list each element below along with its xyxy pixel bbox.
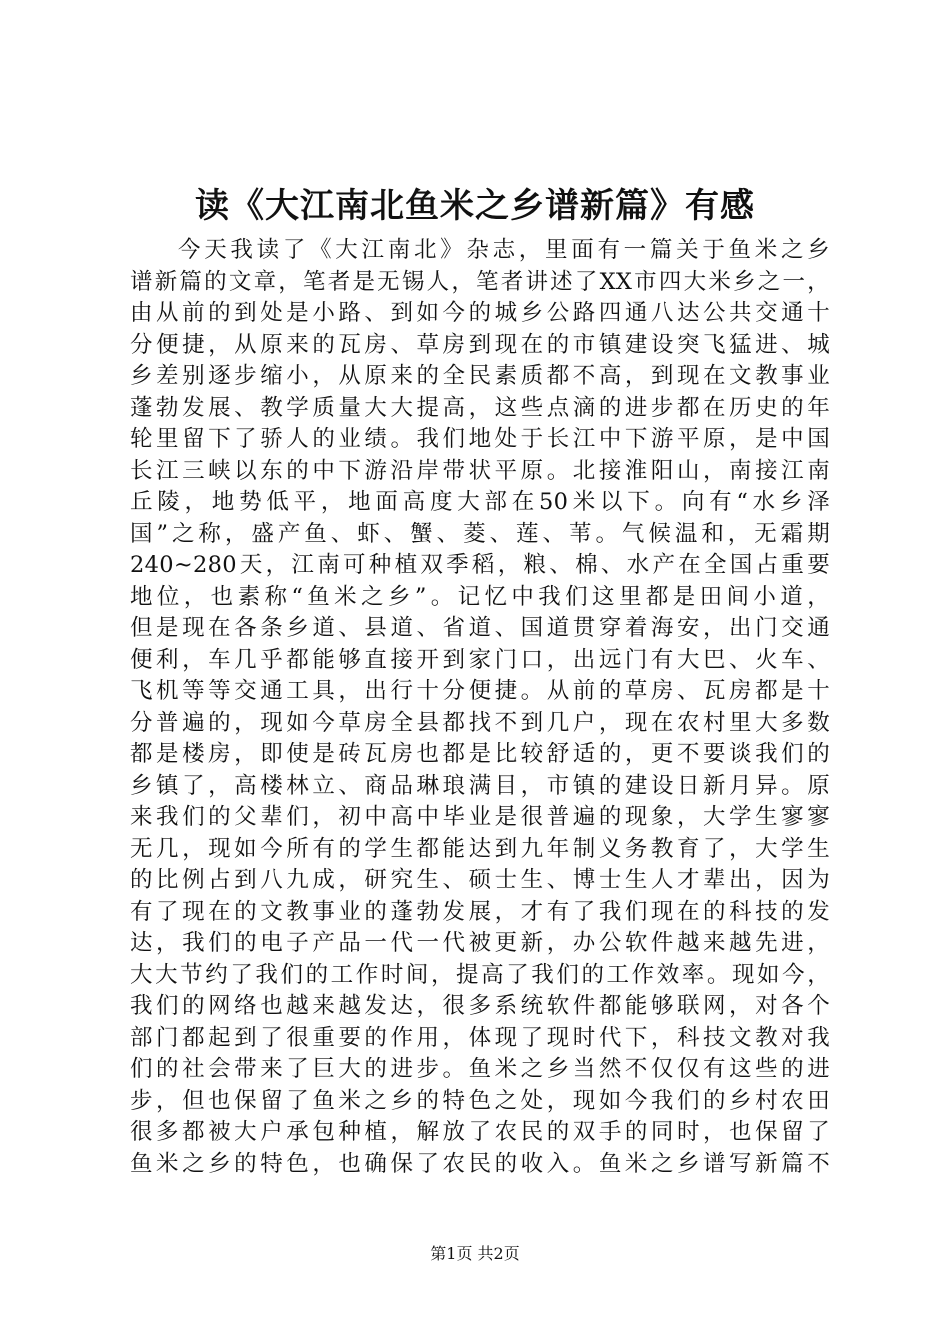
paragraph-line: 无几，现如今所有的学生都能达到九年制义务教育了，大学生 <box>130 835 830 862</box>
paragraph-line: 轮里留下了骄人的业绩。我们地处于长江中下游平原，是中国 <box>130 426 830 452</box>
article-body <box>130 235 830 1180</box>
paragraph-line: 蓬勃发展、教学质量大大提高，这些点滴的进步都在历史的年 <box>130 394 830 421</box>
paragraph-line: 们的社会带来了巨大的进步。鱼米之乡当然不仅仅有这些的进 <box>130 1056 830 1082</box>
paragraph-line: 便利，车几乎都能够直接开到家门口，出远门有大巴、火车、 <box>130 646 830 673</box>
paragraph-line: 我们的网络也越来越发达，很多系统软件都能够联网，对各个 <box>130 993 830 1019</box>
paragraph-line: 都是楼房，即使是砖瓦房也都是比较舒适的，更不要谈我们的 <box>130 741 830 767</box>
paragraph-line: 大大节约了我们的工作时间，提高了我们的工作效率。现如今， <box>130 961 830 988</box>
paragraph-line: 今天我读了《大江南北》杂志，里面有一篇关于鱼米之乡 <box>178 237 830 263</box>
paragraph-line: 地位，也素称“鱼米之乡”。记忆中我们这里都是田间小道， <box>130 583 830 610</box>
page-title: 读《大江南北鱼米之乡谱新篇》有感 <box>195 186 755 226</box>
paragraph-line: 很多都被大户承包种植，解放了农民的双手的同时，也保留了 <box>130 1119 830 1145</box>
paragraph-line: 的比例占到八九成，研究生、硕士生、博士生人才辈出，因为 <box>130 867 830 893</box>
paragraph-line: 乡差别逐步缩小，从原来的全民素质都不高，到现在文教事业 <box>130 363 830 389</box>
paragraph-line: 国”之称，盛产鱼、虾、蟹、菱、莲、苇。气候温和，无霜期 <box>130 520 830 547</box>
paragraph-line: 分便捷，从原来的瓦房、草房到现在的市镇建设突飞猛进、城 <box>130 331 830 358</box>
paragraph-line: 有了现在的文教事业的蓬勃发展，才有了我们现在的科技的发 <box>130 898 830 925</box>
paragraph-line: 分普遍的，现如今草房全县都找不到几户，现在农村里大多数 <box>130 709 830 736</box>
paragraph-line: 鱼米之乡的特色，也确保了农民的收入。鱼米之乡谱写新篇不 <box>130 1150 830 1177</box>
paragraph-line: 但是现在各条乡道、县道、省道、国道贯穿着海安，出门交通 <box>130 615 830 641</box>
paragraph-line: 来我们的父辈们，初中高中毕业是很普遍的现象，大学生寥寥 <box>130 804 830 830</box>
paragraph-line: 长江三峡以东的中下游沿岸带状平原。北接淮阳山，南接江南 <box>130 457 830 484</box>
paragraph-line: 由从前的到处是小路、到如今的城乡公路四通八达公共交通十 <box>130 300 830 326</box>
paragraph-line: 飞机等等交通工具，出行十分便捷。从前的草房、瓦房都是十 <box>130 678 830 704</box>
paragraph-line: 达，我们的电子产品一代一代被更新，办公软件越来越先进， <box>130 930 830 956</box>
paragraph-line: 步，但也保留了鱼米之乡的特色之处，现如今我们的乡村农田 <box>130 1087 830 1114</box>
paragraph-line: 丘陵，地势低平，地面高度大部在50米以下。向有“水乡泽 <box>130 489 830 515</box>
paragraph-line: 乡镇了，高楼林立、商品琳琅满目，市镇的建设日新月异。原 <box>130 772 830 799</box>
paragraph-line: 部门都起到了很重要的作用，体现了现时代下，科技文教对我 <box>130 1024 830 1051</box>
page-number-footer: 第1页 共2页 <box>430 1244 520 1263</box>
paragraph-line: 谱新篇的文章，笔者是无锡人，笔者讲述了XX市四大米乡之一， <box>130 268 830 295</box>
paragraph-line: 240~280天，江南可种植双季稻，粮、棉、水产在全国占重要 <box>130 552 830 578</box>
